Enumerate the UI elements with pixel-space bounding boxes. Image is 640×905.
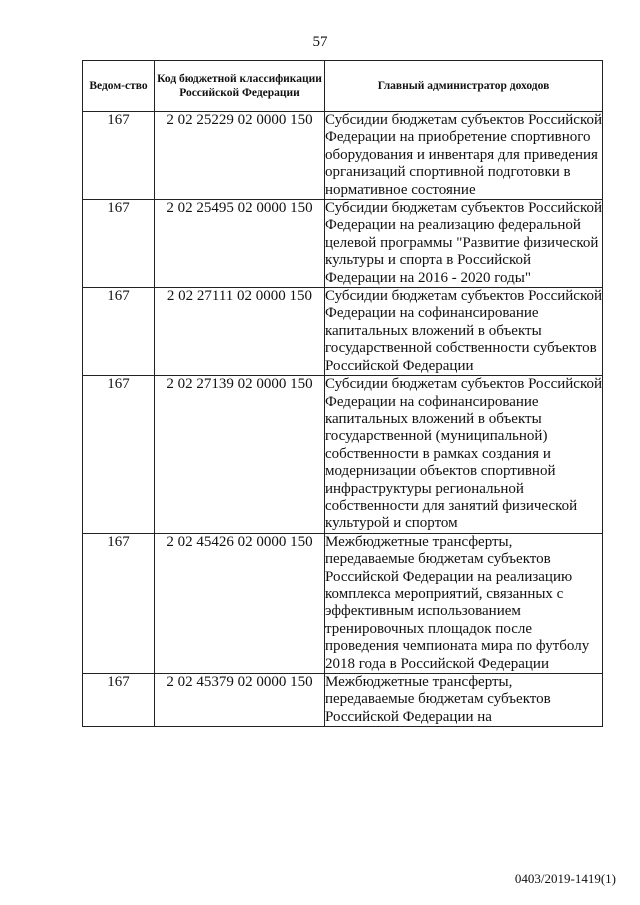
dept-cell: 167 <box>83 200 155 288</box>
header-code: Код бюджетной классификации Российской Федерации <box>155 61 325 112</box>
dept-cell: 167 <box>83 288 155 376</box>
dept-cell: 167 <box>83 533 155 673</box>
code-cell: 2 02 25229 02 0000 150 <box>155 112 325 200</box>
table-row <box>83 674 603 727</box>
table-row <box>83 376 603 534</box>
description-cell: Субсидии бюджетам субъектов Российской Федерации на софинансирование капитальных вложений в объекты государственной собственности субъектов Российской Федерации <box>325 288 602 374</box>
code-cell: 2 02 27111 02 0000 150 <box>155 288 325 376</box>
code-cell: 2 02 45426 02 0000 150 <box>155 533 325 673</box>
code-cell: 2 02 45379 02 0000 150 <box>155 674 325 727</box>
header-admin: Главный администратор доходов <box>325 61 603 112</box>
description-cell: Межбюджетные трансферты, передаваемые бюджетам субъектов Российской Федерации на реализацию комплекса мероприятий, связанных с эффективным использованием тренировочных площадок после проведения чемпионата мира по футболу 2018 года в Российской Федерации <box>325 533 603 673</box>
table-row <box>83 533 603 673</box>
dept-cell: 167 <box>83 674 155 727</box>
dept-cell: 167 <box>83 376 155 534</box>
description-cell: Межбюджетные трансферты, передаваемые бюджетам субъектов Российской Федерации на <box>325 674 603 727</box>
dept-cell: 167 <box>83 112 155 200</box>
table-row <box>83 288 603 376</box>
description-cell: Субсидии бюджетам субъектов Российской Федерации на приобретение спортивного оборудования и инвентаря для приведения организаций спортивной подготовки в нормативное состояние <box>325 112 602 198</box>
revenue-table <box>82 60 603 727</box>
document-footer-code: 0403/2019-1419(1) <box>514 871 616 886</box>
code-cell: 2 02 25495 02 0000 150 <box>155 200 325 288</box>
table-row <box>83 112 603 200</box>
description-cell: Субсидии бюджетам субъектов Российской Федерации на софинансирование капитальных вложений в объекты государственной (муниципальной) собственности в рамках создания и модернизации объектов спортивной инфраструктуры региональной собственности для занятий физической культурой и спортом <box>325 376 602 532</box>
description-cell: Субсидии бюджетам субъектов Российской Федерации на реализацию федеральной целевой программы "Развитие физической культуры и спорта в Российской Федерации на 2016 - 2020 годы" <box>325 200 602 286</box>
table-row <box>83 200 603 288</box>
header-dept: Ведом-ство <box>83 61 155 112</box>
page-number: 57 <box>312 34 328 50</box>
code-cell: 2 02 27139 02 0000 150 <box>155 376 325 534</box>
table-header-row <box>83 61 603 112</box>
